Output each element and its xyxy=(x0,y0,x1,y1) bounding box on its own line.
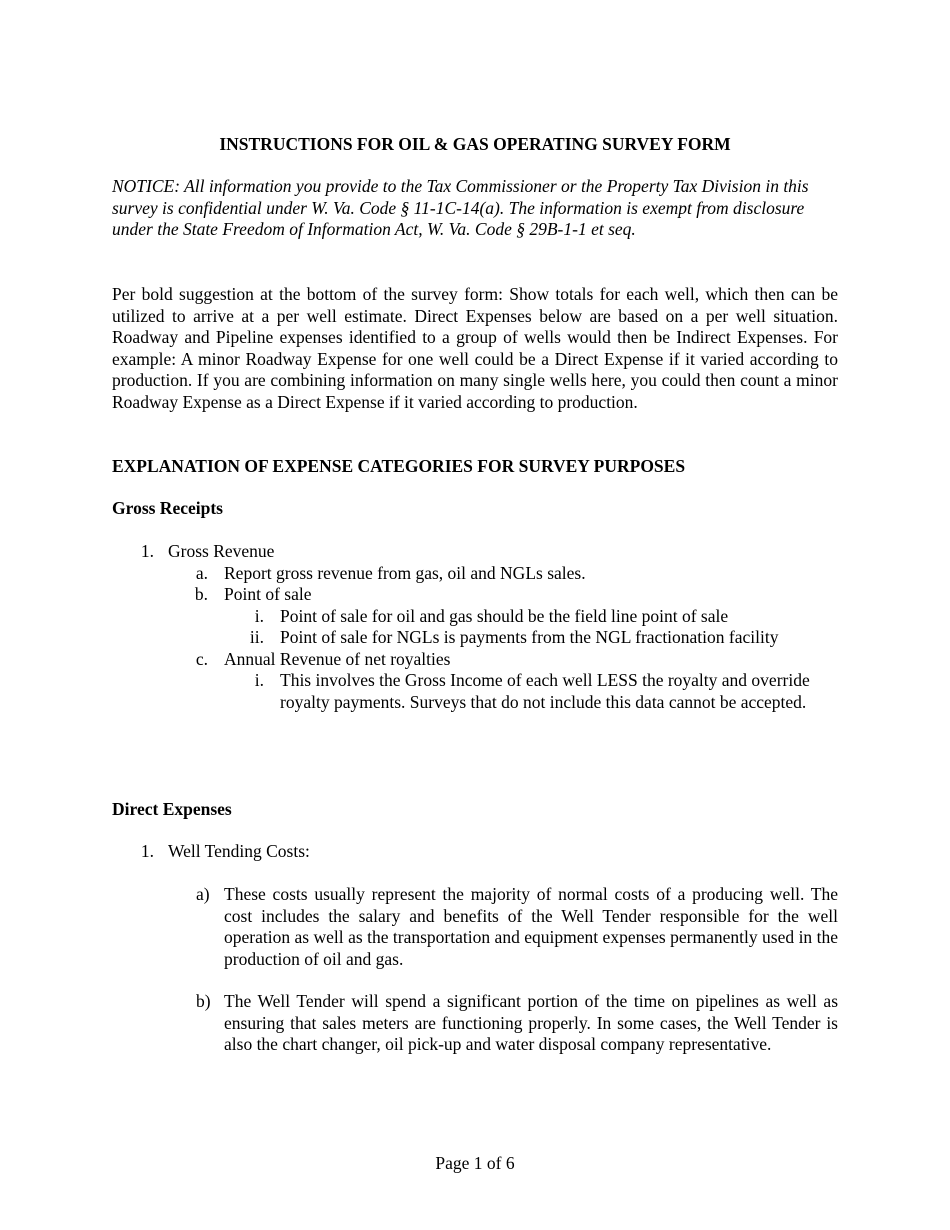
gross-revenue-item-b: Point of sale xyxy=(224,584,312,604)
well-tending-item-a: These costs usually represent the majority of normal costs of a producing well. The cost includes the salary and benefits of the Well Tender responsible for the well operation as well as the transportation and equipment expenses permanently used in the production of oil and gas. xyxy=(224,884,838,969)
well-tending-costs-label: Well Tending Costs: xyxy=(168,841,310,861)
gross-revenue-item-c: Annual Revenue of net royalties xyxy=(224,649,451,669)
explanation-heading: EXPLANATION OF EXPENSE CATEGORIES FOR SURVEY PURPOSES xyxy=(112,456,686,476)
page-footer: Page 1 of 6 xyxy=(435,1153,515,1173)
list-number: 1. xyxy=(140,841,154,861)
list-letter: a. xyxy=(195,563,208,583)
point-of-sale-item-i: Point of sale for oil and gas should be the field line point of sale xyxy=(280,606,729,626)
confidentiality-notice: NOTICE: All information you provide to the Tax Commissioner or the Property Tax Division in this survey is confidential under W. Va. Code § 11-1C-14(a). The information is exempt from disclosure under the State Freedom of Information Act, W. Va. Code § 29B-1-1 et seq. xyxy=(112,176,809,239)
point-of-sale-item-ii: Point of sale for NGLs is payments from the NGL fractionation facility xyxy=(280,627,779,647)
page-title: INSTRUCTIONS FOR OIL & GAS OPERATING SURVEY FORM xyxy=(219,134,731,154)
list-roman: ii. xyxy=(249,627,264,647)
list-roman: i. xyxy=(254,606,264,626)
list-letter: c. xyxy=(195,649,208,669)
list-letter: b) xyxy=(196,991,211,1011)
list-letter: a) xyxy=(196,884,210,904)
well-tending-item-b: The Well Tender will spend a significant portion of the time on pipelines as well as ensuring that sales meters are functioning properly. In some cases, the Well Tender is also the chart changer, oil pick-up and water disposal company representative. xyxy=(224,991,838,1054)
gross-revenue-label: Gross Revenue xyxy=(168,541,275,561)
list-roman: i. xyxy=(254,670,264,690)
direct-expenses-heading: Direct Expenses xyxy=(112,799,232,819)
intro-paragraph: Per bold suggestion at the bottom of the survey form: Show totals for each well, which then can be utilized to arrive at a per well estimate. Direct Expenses below are based on a per well situation. Roadway and Pipeline expenses identified to a group of wells would then be Indirect Expenses. For example: A minor Roadway Expense for one well could be a Direct Expense if it varied according to production. If you are combining information on many single wells here, you could then count a minor Roadway Expense as a Direct Expense if it varied according to production. xyxy=(112,284,838,412)
net-royalties-item-i: This involves the Gross Income of each well LESS the royalty and override royalty payments. Surveys that do not include this data cannot be accepted. xyxy=(280,670,810,712)
list-number: 1. xyxy=(140,541,154,561)
gross-receipts-heading: Gross Receipts xyxy=(112,498,223,518)
gross-revenue-item-a: Report gross revenue from gas, oil and NGLs sales. xyxy=(224,563,586,583)
list-letter: b. xyxy=(194,584,208,604)
